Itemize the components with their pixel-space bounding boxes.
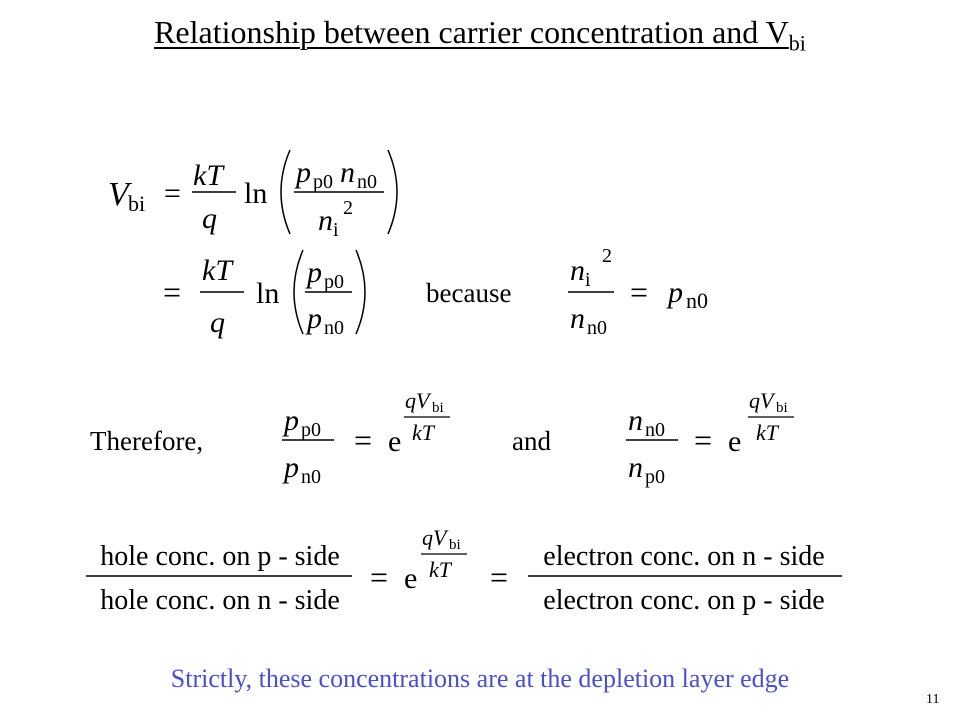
svg-text:bi: bi <box>776 400 788 416</box>
svg-text:e: e <box>728 425 742 458</box>
svg-text:=: = <box>163 274 182 310</box>
equation-concentration-ratio <box>86 525 842 616</box>
svg-text:n0: n0 <box>645 419 665 441</box>
svg-text:p: p <box>307 302 322 335</box>
svg-text:kT: kT <box>202 254 232 287</box>
hole-numerator: hole conc. on p - side <box>100 541 340 572</box>
svg-text:e: e <box>404 562 418 595</box>
svg-text:p0: p0 <box>313 171 333 193</box>
svg-text:p0: p0 <box>645 466 665 488</box>
footnote: Strictly, these concentrations are at the depletion layer edge <box>170 664 790 693</box>
svg-text:V: V <box>108 176 129 213</box>
electron-numerator: electron conc. on n - side <box>543 541 825 572</box>
svg-text:n: n <box>570 254 585 287</box>
svg-text:=: = <box>630 274 649 310</box>
svg-text:i: i <box>333 219 339 241</box>
therefore-label: Therefore, <box>90 426 204 456</box>
svg-text:=: = <box>164 177 181 210</box>
slide-title: Relationship between carrier concentration and $V_{bi}$ <box>154 14 806 56</box>
svg-text:kT: kT <box>429 557 451 582</box>
svg-text:=: = <box>354 422 373 458</box>
svg-text:p: p <box>307 256 322 289</box>
equation-hole-ratio <box>282 388 450 488</box>
svg-text:q: q <box>202 202 217 235</box>
svg-text:n: n <box>318 204 333 237</box>
svg-text:ln: ln <box>256 277 280 310</box>
and-label: and <box>512 426 551 456</box>
svg-text:=: = <box>490 559 509 595</box>
svg-text:bi: bi <box>432 400 444 416</box>
svg-text:kT: kT <box>756 420 778 445</box>
svg-text:qV: qV <box>405 388 430 413</box>
because-label: because <box>426 278 512 308</box>
svg-text:p: p <box>284 451 299 484</box>
svg-text:qV: qV <box>422 525 447 550</box>
hole-denominator: hole conc. on n - side <box>100 585 340 616</box>
svg-text:bi: bi <box>128 191 146 216</box>
svg-text:ln: ln <box>244 177 268 210</box>
svg-text:bi: bi <box>449 537 461 553</box>
svg-text:n0: n0 <box>357 171 377 193</box>
equation-electron-ratio <box>626 388 794 488</box>
svg-text:n0: n0 <box>301 466 321 488</box>
svg-text:n0: n0 <box>686 288 708 313</box>
svg-text:n: n <box>340 156 355 189</box>
svg-text:n0: n0 <box>324 317 344 339</box>
svg-text:p: p <box>668 276 683 309</box>
svg-text:q: q <box>210 306 225 339</box>
svg-text:n: n <box>628 451 643 484</box>
svg-text:qV: qV <box>749 388 774 413</box>
page-number: 11 <box>926 692 940 707</box>
svg-text:p: p <box>284 404 299 437</box>
svg-text:p0: p0 <box>324 271 344 293</box>
svg-text:kT: kT <box>412 420 434 445</box>
svg-text:=: = <box>694 422 713 458</box>
svg-text:n0: n0 <box>587 317 607 339</box>
svg-text:=: = <box>370 559 389 595</box>
svg-text:2: 2 <box>343 197 353 219</box>
svg-text:n: n <box>628 404 643 437</box>
svg-text:p: p <box>296 156 311 189</box>
svg-text:n: n <box>570 302 585 335</box>
svg-text:2: 2 <box>602 245 612 267</box>
equation-vbi-ln <box>108 150 397 241</box>
equation-ni-squared <box>568 245 708 339</box>
svg-text:i: i <box>585 269 591 291</box>
svg-text:p0: p0 <box>301 419 321 441</box>
equation-vbi-ratio <box>163 250 365 339</box>
svg-text:kT: kT <box>193 159 223 192</box>
svg-text:e: e <box>388 425 402 458</box>
electron-denominator: electron conc. on p - side <box>543 585 825 616</box>
